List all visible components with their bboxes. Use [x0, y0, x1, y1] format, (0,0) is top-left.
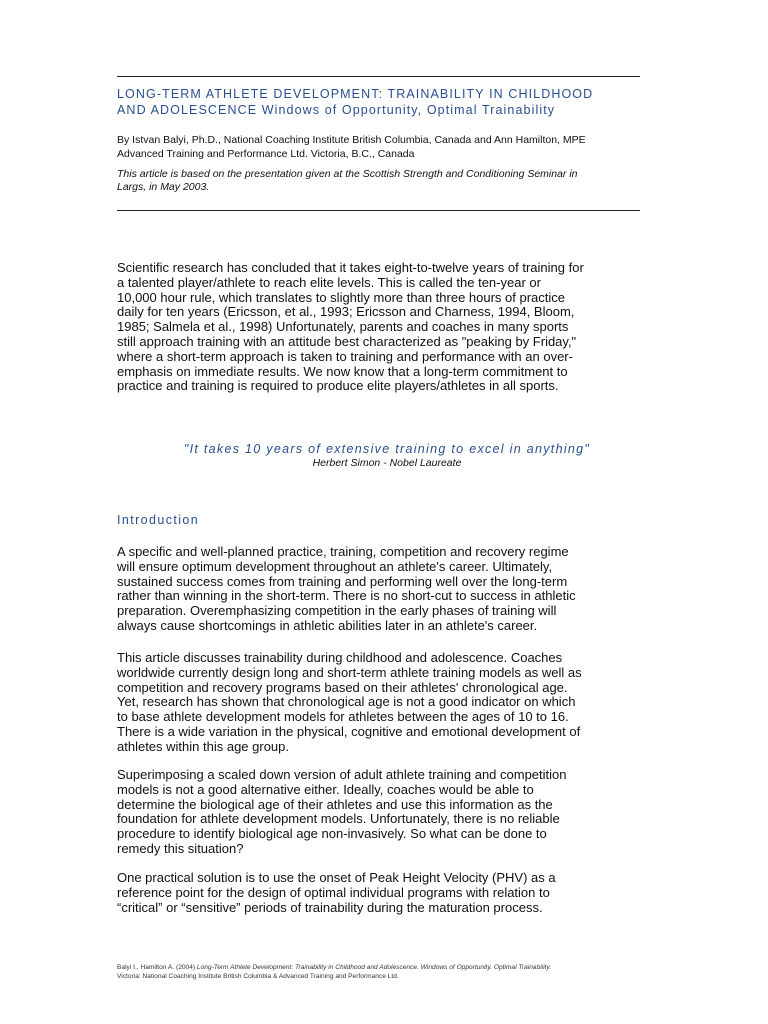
text-line: A specific and well-planned practice, training, competition and recovery regime — [117, 544, 569, 559]
text-line: emphasis on immediate results. We now know that a long-term commitment to — [117, 363, 568, 379]
text-line: always cause shortcomings in athletic abilities later in an athlete's career. — [117, 617, 538, 633]
quote-attribution: Herbert Simon - Nobel Laureate — [312, 457, 462, 469]
text-line: One practical solution is to use the onset of Peak Height Velocity (PHV) as a — [117, 870, 556, 885]
text-line: competition and recovery programs based on their athletes' chronological age. — [117, 679, 568, 695]
text-line: models is not a good alternative either. Ideally, coaches would be able to — [117, 781, 534, 797]
article-title — [117, 86, 657, 118]
text-line: daily for ten years (Ericsson, et al., 1993; Ericsson and Charness, 1994, Bloom, — [117, 304, 575, 320]
text-line: Yet, research has shown that chronological age is not a good indicator on which — [117, 694, 576, 710]
text-line: still approach training with an attitude best characterized as "peaking by Friday," — [117, 333, 577, 349]
text-line: will ensure optimum development throughout an athlete's career. Ultimately, — [117, 558, 553, 574]
byline-line-1: By Istvan Balyi, Ph.D., National Coaching Institute British Columbia, Canada and Ann Hamilton, MPE — [117, 134, 586, 146]
citation-footer — [117, 963, 657, 981]
text-line: “critical” or “sensitive” periods of trainability during the maturation process. — [117, 899, 543, 915]
text-line: 1985; Salmela et al., 1998) Unfortunately, parents and coaches in many sports — [117, 319, 569, 335]
text-line: This article discusses trainability during childhood and adolescence. Coaches — [117, 650, 563, 665]
text-line: where a short-term approach is taken to training and performance with an over- — [117, 348, 573, 364]
section-heading-introduction: Introduction — [117, 513, 200, 527]
text-line: foundation for athlete development models. Unfortunately, there is no reliable — [117, 811, 560, 827]
byline-line-2: Advanced Training and Performance Ltd. Victoria, B.C., Canada — [117, 148, 415, 160]
pull-quote: "It takes 10 years of extensive training to excel in anything" — [183, 442, 591, 456]
text-line: Scientific research has concluded that it takes eight-to-twelve years of training for — [117, 260, 584, 275]
text-line: preparation. Overemphasizing competition in the early phases of training will — [117, 603, 557, 619]
text-line: a talented player/athlete to reach elite levels. This is called the ten-year or — [117, 274, 541, 290]
title-line-1: LONG-TERM ATHLETE DEVELOPMENT: TRAINABILITY IN CHILDHOOD — [117, 87, 594, 101]
text-line: reference point for the design of optimal individual programs with relation to — [117, 884, 550, 900]
text-line: practice and training is required to produce elite players/athletes in all sports. — [117, 378, 559, 394]
text-line: remedy this situation? — [117, 840, 244, 856]
text-line: procedure to identify biological age non-invasively. So what can be done to — [117, 826, 547, 842]
text-line: athletes within this age group. — [117, 738, 289, 754]
basis-line-1: This article is based on the presentation given at the Scottish Strength and Conditioning Seminar in — [117, 168, 578, 180]
text-line: There is a wide variation in the physical, cognitive and emotional development of — [117, 723, 581, 739]
header-bottom-divider — [117, 210, 640, 211]
text-line: rather than winning in the short-term. There is no short-cut to success in athletic — [117, 588, 576, 604]
top-divider — [117, 76, 640, 77]
footer-line-2: Victoria: National Coaching Institute British Columbia & Advanced Training and Performance Ltd. — [117, 973, 399, 980]
title-line-2: AND ADOLESCENCE Windows of Opportunity, Optimal Trainability — [117, 103, 556, 117]
basis-line-2: Largs, in May 2003. — [117, 180, 210, 193]
article-basis-note — [117, 168, 647, 193]
text-line: 10,000 hour rule, which translates to slightly more than three hours of practice — [117, 289, 566, 305]
footer-line-1 — [117, 963, 657, 972]
paragraph-regime — [117, 545, 657, 634]
paragraph-research — [117, 261, 657, 394]
text-line: sustained success comes from training and performing well over the long-term — [117, 573, 568, 589]
text-line: determine the biological age of their athletes and use this information as the — [117, 796, 553, 812]
paragraph-phv-solution — [117, 871, 657, 915]
text-line: to base athlete development models for athletes between the ages of 10 to 16. — [117, 709, 569, 725]
author-byline — [117, 133, 647, 161]
text-line: Superimposing a scaled down version of adult athlete training and competition — [117, 767, 567, 782]
paragraph-trainability — [117, 651, 657, 755]
footer-title: Long-Term Athlete Development: Trainability in Childhood and Adolescence. Windows of Opportunity. Optimal Trainability. — [196, 964, 552, 971]
paragraph-superimposing — [117, 768, 657, 857]
text-line: worldwide currently design long and short-term athlete training models as well as — [117, 664, 582, 680]
footer-authors: Balyi I., Hamilton A. (2004) — [117, 964, 197, 971]
